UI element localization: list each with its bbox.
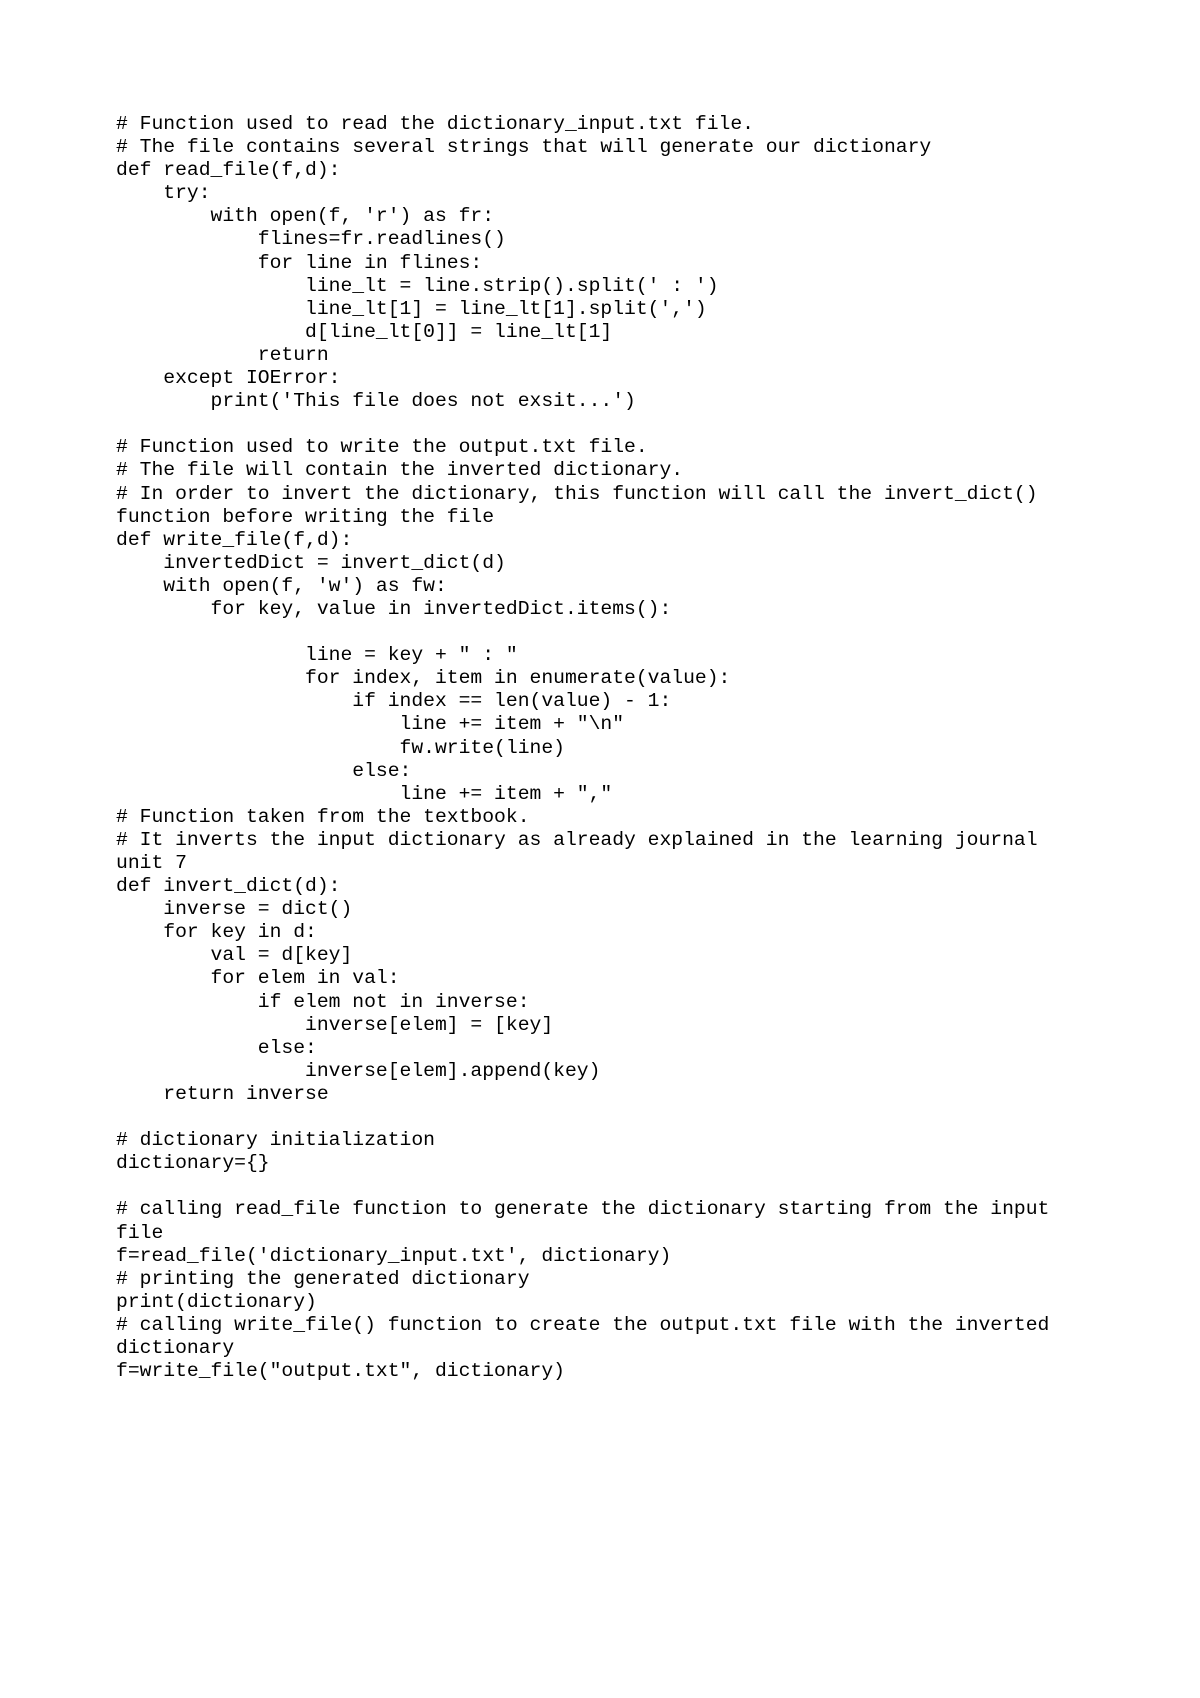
code-line: def read_file(f,d): <box>116 159 341 182</box>
code-line <box>116 413 1049 436</box>
code-line: file <box>116 1221 164 1244</box>
code-line: fw.write(line) <box>116 736 565 759</box>
code-line <box>116 1175 1049 1198</box>
code-line: inverse[elem].append(key) <box>116 1059 601 1082</box>
code-line: line_lt[1] = line_lt[1].split(',') <box>116 297 707 320</box>
code-line: inverse = dict() <box>116 898 353 921</box>
code-line: unit 7 <box>116 852 187 874</box>
code-line: # Function used to write the output.txt file. <box>116 436 648 459</box>
code-line: for key, value in invertedDict.items(): <box>116 597 672 620</box>
code-line: print('This file does not exsit...') <box>116 390 636 413</box>
code-line <box>116 621 1049 644</box>
code-line: for line in flines: <box>116 251 483 274</box>
code-line: # printing the generated dictionary <box>116 1267 530 1290</box>
code-line: line = key + " : " <box>116 644 518 667</box>
code-line: # calling read_file function to generate the dictionary starting from the input <box>116 1198 1050 1221</box>
code-line: # Function used to read the dictionary_input.txt file. <box>116 113 754 135</box>
code-line: else: <box>116 759 412 782</box>
code-line: return <box>116 343 329 366</box>
code-line: # dictionary initialization <box>116 1129 435 1152</box>
code-line: flines=fr.readlines() <box>116 228 506 251</box>
code-line: f=write_file("output.txt", dictionary) <box>116 1360 565 1383</box>
code-line: if elem not in inverse: <box>116 990 530 1013</box>
code-line: with open(f, 'r') as fr: <box>116 205 495 228</box>
code-line: for elem in val: <box>116 967 400 990</box>
code-line: for key in d: <box>116 921 317 944</box>
code-line: # It inverts the input dictionary as already explained in the learning journal <box>116 828 1038 851</box>
code-line: if index == len(value) - 1: <box>116 690 672 713</box>
code-line: else: <box>116 1036 317 1059</box>
code-line: invertedDict = invert_dict(d) <box>116 551 506 574</box>
code-line: # The file will contain the inverted dictionary. <box>116 459 684 482</box>
code-line: with open(f, 'w') as fw: <box>116 574 447 597</box>
code-line: except IOError: <box>116 367 341 390</box>
code-line: inverse[elem] = [key] <box>116 1013 554 1036</box>
code-line <box>116 1106 1049 1129</box>
code-line: dictionary={} <box>116 1152 270 1175</box>
code-line: # calling write_file() function to create the output.txt file with the inverted <box>116 1313 1050 1336</box>
code-line: line += item + "," <box>116 782 613 805</box>
code-line: # The file contains several strings that will generate our dictionary <box>116 136 932 159</box>
code-line: # Function taken from the textbook. <box>116 805 530 828</box>
code-line: for index, item in enumerate(value): <box>116 667 731 690</box>
code-line: # In order to invert the dictionary, this function will call the invert_dict() <box>116 482 1038 505</box>
code-line: line += item + "\n" <box>116 713 625 736</box>
code-listing <box>116 113 1049 1383</box>
code-line: return inverse <box>116 1082 329 1105</box>
code-line: function before writing the file <box>116 505 495 528</box>
code-line: d[line_lt[0]] = line_lt[1] <box>116 320 613 343</box>
code-line: f=read_file('dictionary_input.txt', dictionary) <box>116 1244 672 1267</box>
code-line: print(dictionary) <box>116 1290 317 1313</box>
code-line: def write_file(f,d): <box>116 528 353 551</box>
code-line: def invert_dict(d): <box>116 875 341 898</box>
code-line: val = d[key] <box>116 944 353 967</box>
code-line: dictionary <box>116 1336 235 1359</box>
code-line: line_lt = line.strip().split(' : ') <box>116 274 719 297</box>
code-line: try: <box>116 182 211 205</box>
